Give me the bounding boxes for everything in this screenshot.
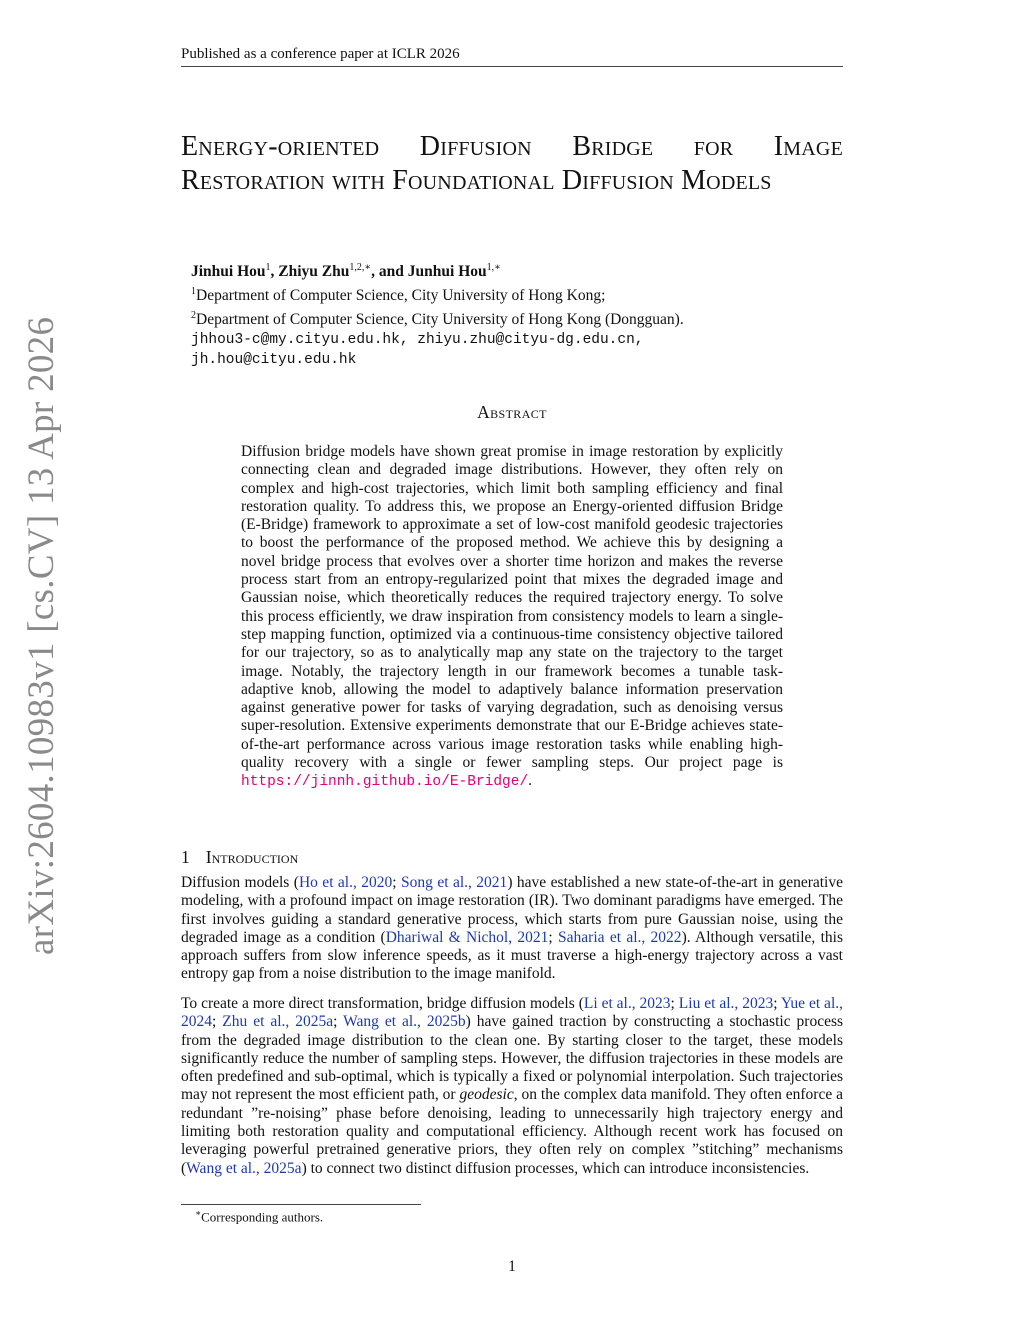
section-number: 1	[181, 847, 190, 867]
author-1-affil: 1	[265, 262, 271, 273]
running-header: Published as a conference paper at ICLR 2026	[181, 45, 843, 67]
footnote	[195, 1208, 323, 1225]
page-number: 1	[508, 1258, 516, 1275]
author-block	[191, 258, 831, 370]
author-2: Zhiyu Zhu	[278, 263, 350, 281]
author-3: Junhui Hou	[407, 263, 487, 281]
citation-link[interactable]: Liu et al., 2023	[678, 995, 774, 1012]
author-emails-line-1: jhhou3-c@my.cityu.edu.hk, zhiyu.zhu@cityu-dg.edu.cn,	[191, 332, 644, 349]
paper-title: Energy-oriented Diffusion Bridge for Image Restoration with Foundational Diffusion Models	[181, 131, 843, 196]
emphasis-geodesic: geodesic	[459, 1086, 514, 1104]
citation-link[interactable]: Song et al., 2021	[401, 874, 508, 891]
citation-link[interactable]: Li et al., 2023	[583, 995, 671, 1012]
footnote-text: Corresponding authors.	[201, 1209, 324, 1225]
section-title: Introduction	[205, 847, 299, 867]
section-heading-introduction	[181, 847, 298, 868]
citation-link[interactable]: Zhu et al., 2025a	[222, 1013, 334, 1031]
author-2-affil: 1,2,∗	[349, 262, 372, 273]
abstract-text: Diffusion bridge models have shown great promise in image restoration by explicitly connecting clean and degraded image distributions. However, they often rely on complex and high-cost trajectories, which limit both sampling efficiency and final restoration quality. To address this, we propose an Energy-oriented diffusion Bridge (E-Bridge) framework to approximate a set of low-cost manifold geodesic trajectories to boost the performance of the proposed method. We achieve this by designing a novel bridge process that evolves over a shorter time horizon and makes the reverse process start from an entropy-regularized point that mixes the degraded image and Gaussian noise, which theoretically reduces the required trajectory energy. To solve this process efficiently, we draw inspiration from consistency models to learn a single-step mapping function, optimized via a continuous-time consistency objective tailored for our trajectory, so as to analytically map any state on the trajectory to the target image. Notably, the trajectory length in our framework becomes a tunable task-adaptive knob, allowing the model to adaptively balance information preservation against generative power for tasks of varying degradation, such as denoising versus super-resolution. Extensive experiments demonstrate that our E-Bridge achieves state-of-the-art performance across various image restoration tasks while enabling high-quality recovery with a single or fewer sampling steps. Our project page is	[241, 443, 783, 772]
project-page-link[interactable]: https://jinnh.github.io/E-Bridge/	[241, 774, 529, 791]
footnote-mark: ∗	[195, 1208, 202, 1218]
arxiv-stamp: arXiv:2604.10983v1 [cs.CV] 13 Apr 2026	[21, 316, 62, 955]
author-3-affil: 1,∗	[486, 262, 501, 273]
author-emails-line-2: jh.hou@cityu.edu.hk	[191, 352, 357, 369]
citation-link[interactable]: Ho et al., 2020	[298, 874, 393, 891]
abstract-heading: Abstract	[477, 402, 547, 422]
citation-link[interactable]: Wang et al., 2025a	[186, 1159, 302, 1177]
affiliation-1: $^1$Department of Computer Science, City University of Hong Kong;	[191, 286, 606, 305]
footnote-rule	[181, 1204, 421, 1205]
abstract-body: Diffusion bridge models have shown great promise in image restoration by explicitly connecting clean and degraded image distributions. However, they often rely on complex and high-cost trajectories, which limit both sampling efficiency and final restoration quality. To address this, we propose an Energy-oriented diffusion Bridge (E-Bridge) framework to approximate a set of low-cost manifold geodesic trajectories to boost the performance of the proposed method. We achieve this by designing a novel bridge process that evolves over a shorter time horizon and makes the reverse process start from an entropy-regularized point that mixes the degraded image and Gaussian noise, which theoretically reduces the required trajectory energy. To solve this process efficiently, we draw inspiration from consistency models to learn a single-step mapping function, optimized via a continuous-time consistency objective tailored for our trajectory, so as to analytically map any state on the trajectory to the target image. Notably, the trajectory length in our framework becomes a tunable task-adaptive knob, allowing the model to adaptively balance information preservation against generative power for tasks of varying degradation, such as denoising versus super-resolution. Extensive experiments demonstrate that our E-Bridge achieves state-of-the-art performance across various image restoration tasks while enabling high-quality recovery with a single or fewer sampling steps. Our project page is https://jinnh.github.io/E-Bridge/.	[241, 443, 783, 791]
intro-paragraph-2: To create a more direct transformation, bridge diffusion models (Li et al., 2023; Liu et al., 2023; Yue et al., 2024; Zhu et al., 2025a; Wang et al., 2025b) have gained traction by constructing a stochastic process from the degraded image distribution to the clean one. By starting closer to the target, these models significantly reduce the number of sampling steps. However, the diffusion trajectories in these models are often predefined and sub-optimal, which is typically a fixed or polynomial interpolation. Such trajectories may not represent the most efficient path, or geodesic, on the complex data manifold. They often enforce a redundant ”re-noising” phase before denoising, leading to unnecessarily high trajectory energy and limiting both restoration quality and computational efficiency. Although recent work has focused on leveraging powerful pretrained generative priors, they often rely on complex ”stitching” mechanisms (Wang et al., 2025a) to connect two distinct diffusion processes, which can introduce inconsistencies.	[181, 995, 844, 1177]
citation-link[interactable]: Wang et al., 2025b	[343, 1013, 466, 1031]
citation-link[interactable]: Saharia et al., 2022	[558, 928, 682, 946]
citation-link[interactable]: Yue et al., 2024	[181, 995, 843, 1031]
author-names: Jinhui Hou$^1$, Zhiyu Zhu$^{1,2,∗}$, and Junhui Hou$^{1,∗}$	[191, 262, 501, 281]
intro-paragraph-1: Diffusion models (Ho et al., 2020; Song et al., 2021) have established a new state-of-the-art in generative modeling, with a profound impact on image restoration (IR). Two dominant paradigms have emerged. The first involves guiding a standard generative process, which starts from pure Gaussian noise, using the degraded image as a condition (Dhariwal & Nichol, 2021; Saharia et al., 2022). Although versatile, this approach suffers from slow inference speeds, as it must traverse a high-energy trajectory across a vast entropy gap from a noise distribution to the image manifold.	[181, 874, 843, 983]
affiliation-2: $^2$Department of Computer Science, City University of Hong Kong (Dongguan).	[191, 310, 684, 329]
author-1: Jinhui Hou	[191, 263, 266, 281]
citation-link[interactable]: Dhariwal & Nichol, 2021	[385, 928, 549, 946]
